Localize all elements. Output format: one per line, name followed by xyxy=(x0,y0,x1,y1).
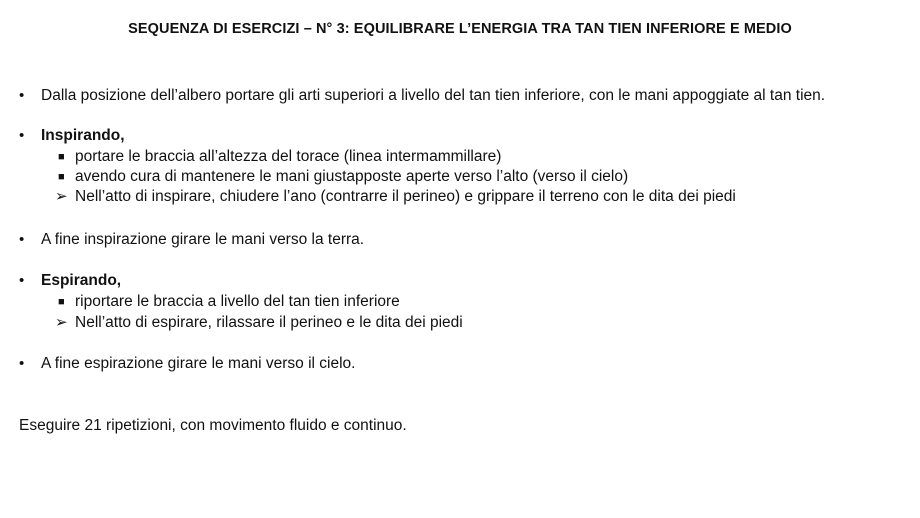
bullet-dot-icon: • xyxy=(19,272,25,289)
inspirando-step-1: portare le braccia all’altezza del torace (linea intermammillare) xyxy=(75,148,502,165)
espirando-note: Nell’atto di espirare, rilassare il perineo e le dita dei piedi xyxy=(75,314,463,331)
inspirando-heading: Inspirando, xyxy=(41,127,125,144)
bullet-dot-icon: • xyxy=(19,127,25,144)
arrow-bullet-icon: ➢ xyxy=(55,188,68,205)
inspirando-step-2: avendo cura di mantenere le mani giustapposte aperte verso l’alto (verso il cielo) xyxy=(75,168,629,185)
square-bullet-icon: ■ xyxy=(58,151,65,163)
bullet-dot-icon: • xyxy=(19,87,25,104)
intro-text: Dalla posizione dell’albero portare gli arti superiori a livello del tan tien inferiore, con le mani appoggiate al tan tien. xyxy=(41,87,826,104)
espirando-step-1: riportare le braccia a livello del tan tien inferiore xyxy=(75,293,400,310)
repetitions-note: Eseguire 21 ripetizioni, con movimento fluido e continuo. xyxy=(19,417,407,434)
square-bullet-icon: ■ xyxy=(58,171,65,183)
espirando-heading: Espirando, xyxy=(41,272,122,289)
fine-espirazione-text: A fine espirazione girare le mani verso il cielo. xyxy=(41,355,356,372)
fine-inspirazione-text: A fine inspirazione girare le mani verso la terra. xyxy=(41,231,365,248)
bullet-dot-icon: • xyxy=(19,355,25,372)
square-bullet-icon: ■ xyxy=(58,296,65,308)
bullet-dot-icon: • xyxy=(19,231,25,248)
arrow-bullet-icon: ➢ xyxy=(55,314,68,331)
inspirando-note: Nell’atto di inspirare, chiudere l’ano (contrarre il perineo) e grippare il terreno con le dita dei piedi xyxy=(75,188,736,205)
page-title: SEQUENZA DI ESERCIZI – N° 3: EQUILIBRARE L’ENERGIA TRA TAN TIEN INFERIORE E MEDIO xyxy=(128,21,792,37)
